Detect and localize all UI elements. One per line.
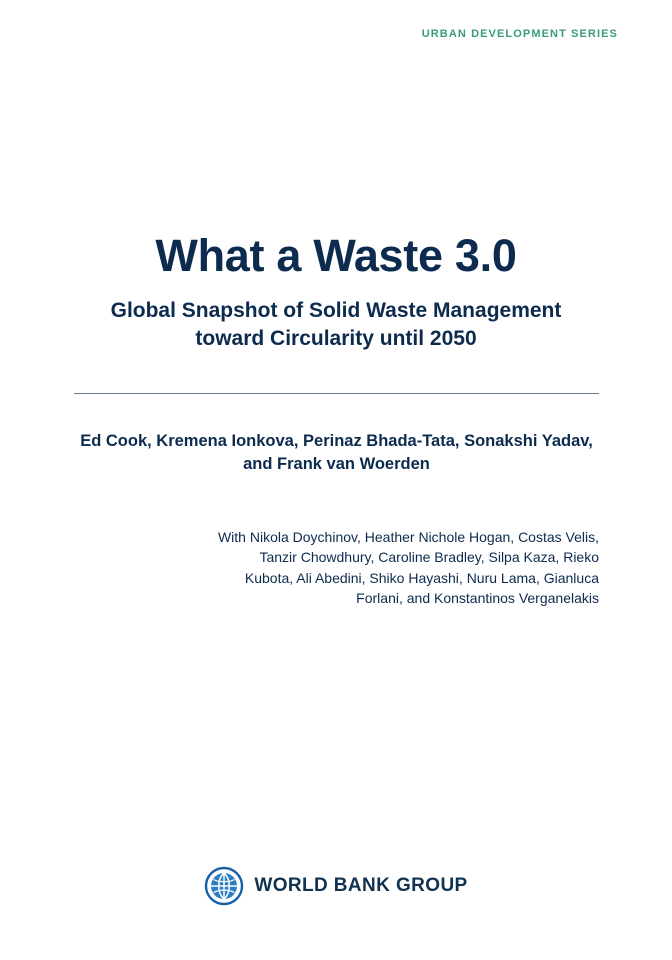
bottom-margin (0, 933, 672, 960)
page-title: What a Waste 3.0 (155, 230, 517, 281)
authors-list: Ed Cook, Kremena Ionkova, Perinaz Bhada-Tata, Sonakshi Yadav, and Frank van Woerden (80, 432, 593, 474)
globe-icon (204, 866, 244, 906)
page-subtitle: Global Snapshot of Solid Waste Management toward Circularity until 2050 (110, 299, 562, 350)
contributors-list: With Nikola Doychinov, Heather Nichole Hogan, Costas Velis, Tanzir Chowdhury, Caroline Bradley, Silpa Kaza, Rieko Kubota, Ali Abedini, Shiko Hayashi, Nuru Lama, Gianluca Forlani, and Konstantinos Verganelakis (217, 529, 599, 606)
series-label: URBAN DEVELOPMENT SERIES (421, 28, 618, 40)
publisher-name: WORLD BANK GROUP (254, 875, 468, 896)
publisher-logo (0, 866, 672, 906)
title-block (74, 232, 598, 353)
divider-rule (74, 393, 599, 394)
